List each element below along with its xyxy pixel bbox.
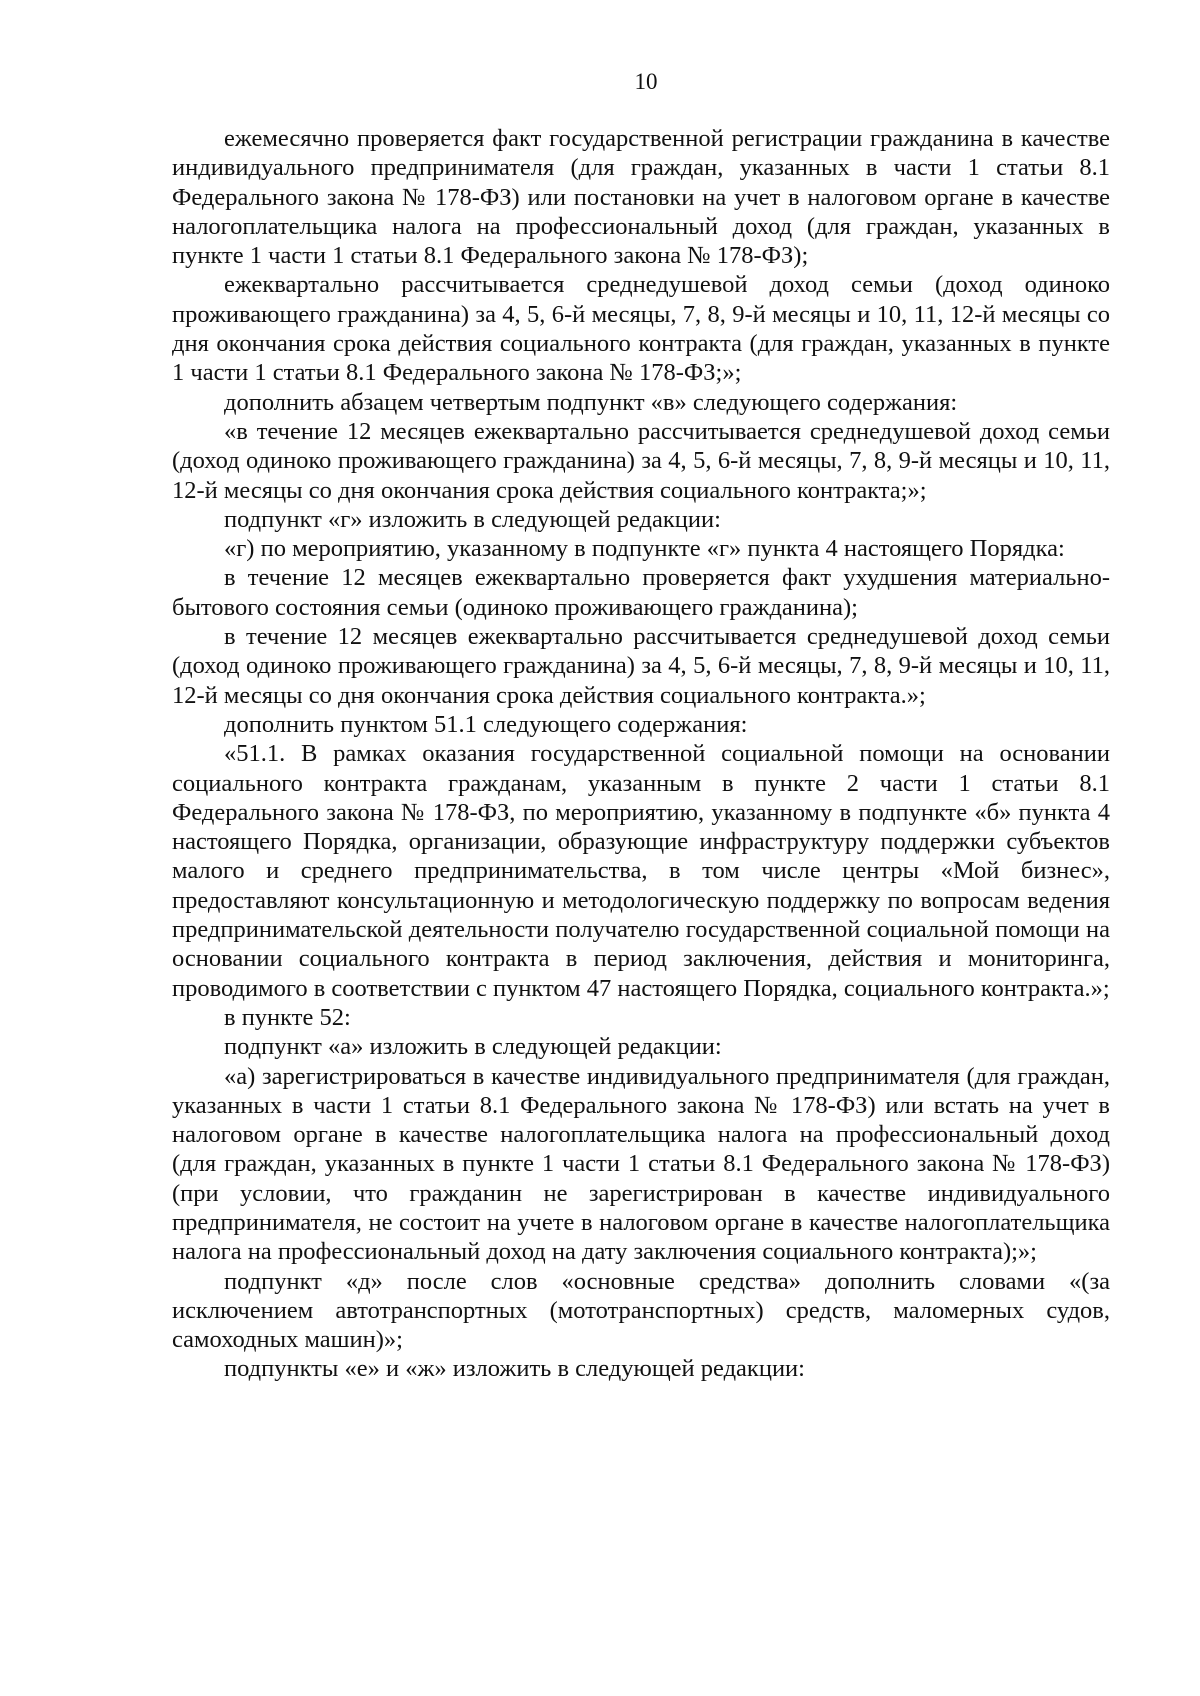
document-body	[172, 124, 1110, 1384]
paragraph: «г) по мероприятию, указанному в подпункте «г» пункта 4 настоящего Порядка:	[224, 535, 1065, 563]
paragraph: подпункты «е» и «ж» изложить в следующей редакции:	[224, 1355, 805, 1383]
paragraph: в течение 12 месяцев ежеквартально рассчитывается среднедушевой доход семьи (доход одиноко проживающего гражданина) за 4, 5, 6-й месяцы, 7, 8, 9-й месяцы и 10, 11, 12-й месяцы со дня окончания срока действия социального контракта.»;	[172, 623, 1110, 709]
paragraph: «в течение 12 месяцев ежеквартально рассчитывается среднедушевой доход семьи (доход одиноко проживающего гражданина) за 4, 5, 6-й месяцы, 7, 8, 9-й месяцы и 10, 11, 12-й месяцы со дня окончания срока действия социального контракта;»;	[172, 417, 1110, 504]
paragraph: подпункт «а» изложить в следующей редакции:	[224, 1033, 722, 1061]
page-number: 10	[634, 69, 658, 94]
paragraph: в течение 12 месяцев ежеквартально проверяется факт ухудшения материально-бытового состояния семьи (одиноко проживающего гражданина);	[172, 564, 1110, 621]
paragraph: подпункт «д» после слов «основные средства» дополнить словами «(за исключением автотранспортных (мототранспортных) средств, маломерных судов, самоходных машин)»;	[172, 1267, 1110, 1354]
paragraph: «51.1. В рамках оказания государственной социальной помощи на основании социального контракта гражданам, указанным в пункте 2 части 1 статьи 8.1 Федерального закона № 178-ФЗ, по мероприятию, указанному в подпункте «б» пункта 4 настоящего Порядка, организации, образующие инфраструктуру поддержки субъектов малого и среднего предпринимательства, в том числе центры «Мой бизнес», предоставляют консультационную и методологическую поддержку по вопросам ведения предпринимательской деятельности получателю государственной социальной помощи на основании социального контракта в период заключения, действия и мониторинга, проводимого в соответствии с пунктом 47 настоящего Порядка, социального контракта.»;	[172, 740, 1110, 1002]
paragraph: подпункт «г» изложить в следующей редакции:	[224, 505, 721, 533]
paragraph: дополнить пунктом 51.1 следующего содержания:	[224, 710, 748, 738]
paragraph: ежеквартально рассчитывается среднедушевой доход семьи (доход одиноко проживающего гражданина) за 4, 5, 6-й месяцы, 7, 8, 9-й месяцы и 10, 11, 12-й месяцы со дня окончания срока действия социального контракта (для граждан, указанных в пункте 1 части 1 статьи 8.1 Федерального закона № 178-ФЗ;»;	[172, 271, 1110, 387]
paragraph: «а) зарегистрироваться в качестве индивидуального предпринимателя (для граждан, указанных в части 1 статьи 8.1 Федерального закона № 178-ФЗ) или встать на учет в налоговом органе в качестве налогоплательщика налога на профессиональный доход (для граждан, указанных в пункте 1 части 1 статьи 8.1 Федерального закона № 178-ФЗ) (при условии, что гражданин не зарегистрирован в качестве индивидуального предпринимателя, не состоит на учете в налоговом органе в качестве налогоплательщика налога на профессиональный доход на дату заключения социального контракта);»;	[172, 1062, 1110, 1266]
paragraph: ежемесячно проверяется факт государственной регистрации гражданина в качестве индивидуального предпринимателя (для граждан, указанных в части 1 статьи 8.1 Федерального закона № 178-ФЗ) или постановки на учет в налоговом органе в качестве налогоплательщика налога на профессиональный доход (для граждан, указанных в пункте 1 части 1 статьи 8.1 Федерального закона № 178-ФЗ);	[172, 125, 1110, 270]
paragraph: дополнить абзацем четвертым подпункт «в» следующего содержания:	[224, 388, 958, 416]
paragraph: в пункте 52:	[224, 1003, 351, 1031]
